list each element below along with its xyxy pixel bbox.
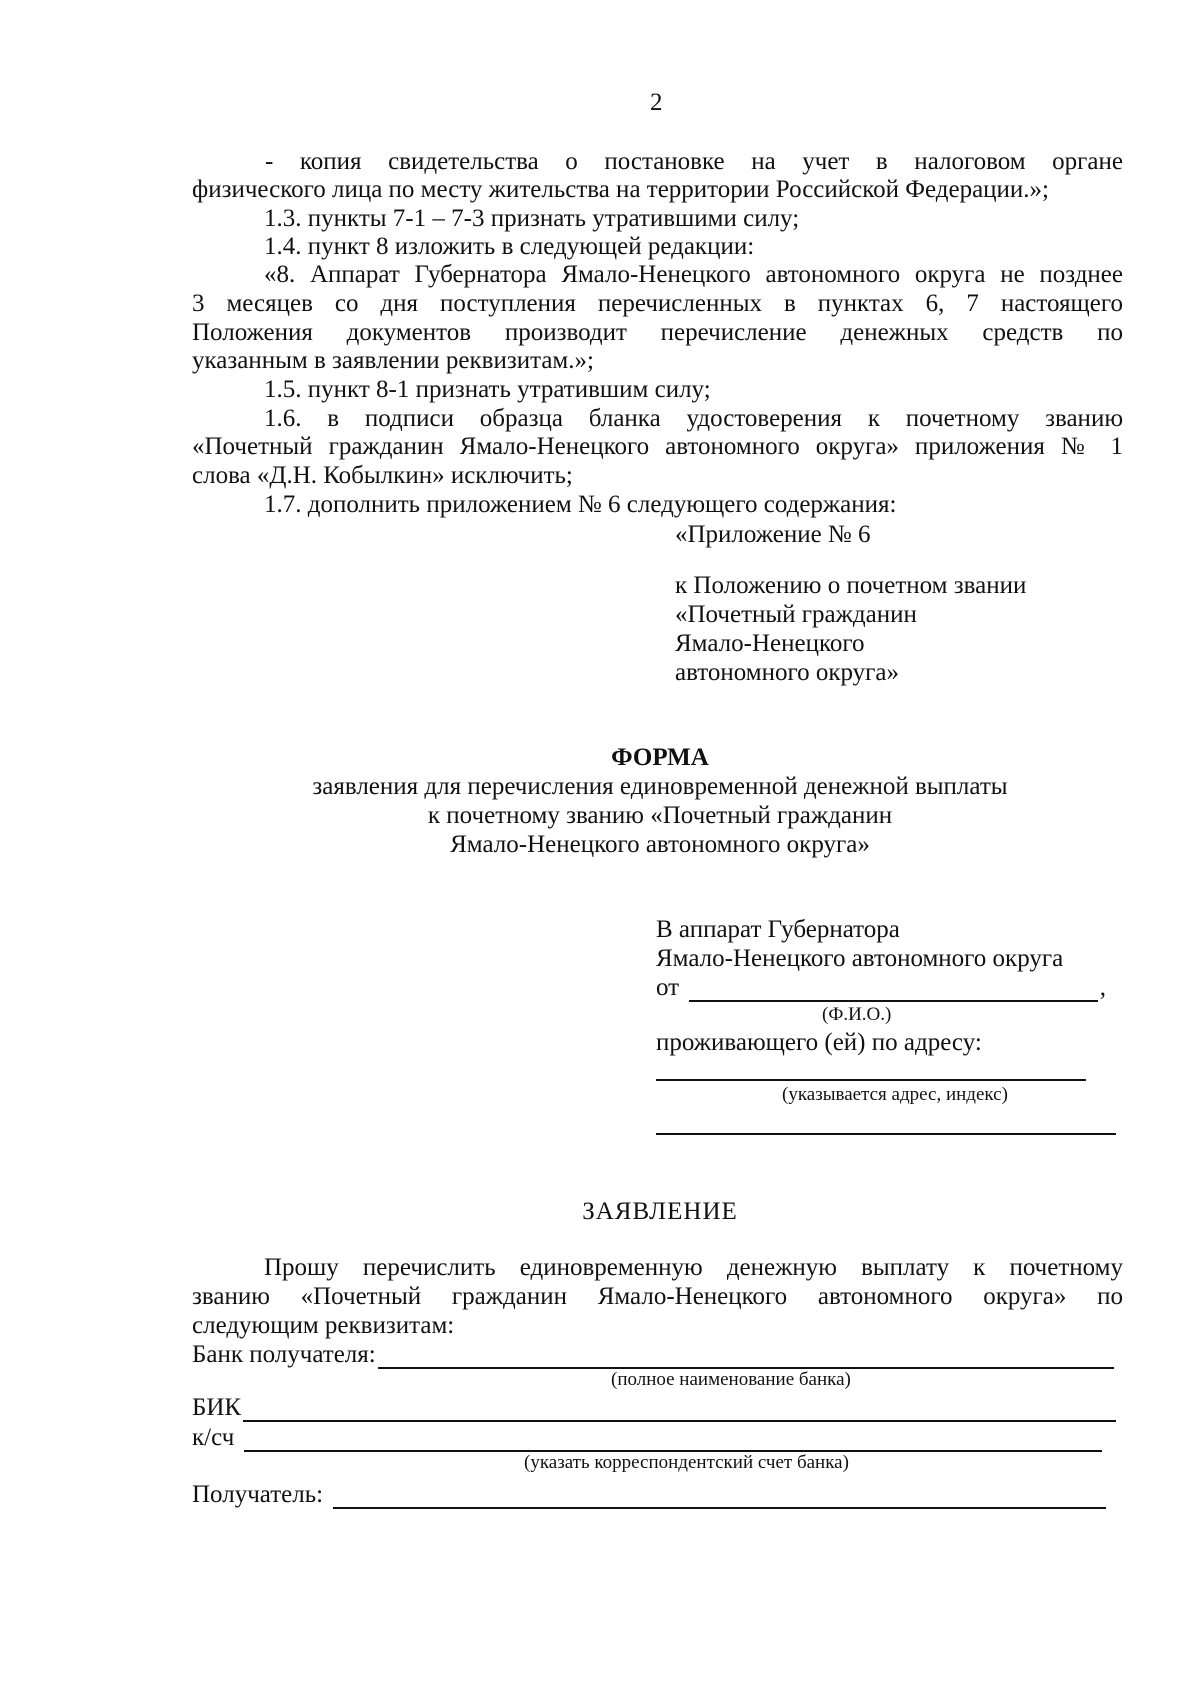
appendix-ref-line-4: автономного округа» <box>675 659 900 686</box>
ks-field[interactable] <box>192 1423 1102 1452</box>
amendment-point-8-line-2: 3 месяцев со дня поступления перечисленных в пунктах 6, 7 настоящего <box>192 290 1123 317</box>
address-blank-line-2[interactable] <box>656 1133 1116 1135</box>
appendix-ref-line-1: к Положению о почетном звании <box>675 572 1027 599</box>
bik-label: БИК <box>192 1394 242 1421</box>
ks-blank[interactable] <box>244 1428 1102 1452</box>
residence-label: проживающего (ей) по адресу: <box>656 1029 982 1056</box>
fio-hint: (Ф.И.О.) <box>822 1004 892 1025</box>
appendix-number: «Приложение № 6 <box>675 521 871 548</box>
recipient-label: Получатель: <box>192 1481 324 1508</box>
bank-field[interactable] <box>192 1340 1114 1369</box>
bank-label: Банк получателя: <box>192 1341 376 1368</box>
recipient-field[interactable] <box>192 1480 1106 1509</box>
bik-field[interactable] <box>192 1393 1116 1422</box>
address-blank-line-1[interactable] <box>656 1079 1086 1081</box>
statement-heading: ЗАЯВЛЕНИЕ <box>582 1198 738 1225</box>
ks-hint: (указать корреспондентский счет банка) <box>524 1452 849 1473</box>
addressee-line-1: В аппарат Губернатора <box>656 916 900 943</box>
amendment-copy-line-2: физического лица по месту жительства на территории Российской Федерации.»; <box>192 176 1050 203</box>
amendment-1-6-line-1: 1.6. в подписи образца бланка удостоверения к почетному званию <box>264 405 1123 432</box>
statement-body-line-2: званию «Почетный гражданин Ямало-Ненецкого автономного округа» по <box>192 1283 1123 1310</box>
amendment-1-6-line-2: «Почетный гражданин Ямало-Ненецкого автономного округа» приложения № 1 <box>192 433 1123 460</box>
amendment-1-5: 1.5. пункт 8-1 признать утратившим силу; <box>264 376 711 403</box>
amendment-point-8-line-3: Положения документов производит перечисление денежных средств по <box>192 319 1123 346</box>
appendix-ref-line-3: Ямало-Ненецкого <box>675 630 865 657</box>
address-hint: (указывается адрес, индекс) <box>782 1084 1008 1105</box>
bank-blank[interactable] <box>378 1345 1114 1369</box>
from-blank[interactable] <box>689 978 1098 1002</box>
form-title-line-2: к почетному званию «Почетный гражданин <box>427 802 893 829</box>
recipient-blank[interactable] <box>333 1485 1106 1509</box>
bank-hint: (полное наименование банка) <box>611 1369 851 1390</box>
from-label: от <box>656 974 680 1001</box>
amendment-copy-line-1: - копия свидетельства о постановке на учет в налоговом органе <box>265 148 1123 175</box>
form-title-line-3: Ямало-Ненецкого автономного округа» <box>450 831 870 858</box>
amendment-1-7: 1.7. дополнить приложением № 6 следующего содержания: <box>264 491 897 518</box>
addressee-line-2: Ямало-Ненецкого автономного округа <box>656 945 1064 972</box>
from-field[interactable] <box>656 973 1106 1002</box>
amendment-point-8-line-4: указанным в заявлении реквизитам.»; <box>192 347 594 374</box>
statement-body-line-3: следующим реквизитам: <box>192 1312 455 1339</box>
from-tail: , <box>1099 974 1106 1001</box>
amendment-point-8-line-1: «8. Аппарат Губернатора Ямало-Ненецкого автономного округа не позднее <box>264 261 1123 288</box>
amendment-1-3: 1.3. пункты 7-1 – 7-3 признать утратившими силу; <box>264 205 800 232</box>
page-number: 2 <box>650 89 663 116</box>
amendment-1-4: 1.4. пункт 8 изложить в следующей редакции: <box>264 233 755 260</box>
form-title-line-1: заявления для перечисления единовременной денежной выплаты <box>312 773 1008 800</box>
bik-blank[interactable] <box>243 1398 1116 1422</box>
amendment-1-6-line-3: слова «Д.Н. Кобылкин» исключить; <box>192 462 573 489</box>
statement-body-line-1: Прошу перечислить единовременную денежную выплату к почетному <box>264 1254 1123 1281</box>
form-heading: ФОРМА <box>611 744 709 771</box>
appendix-ref-line-2: «Почетный гражданин <box>675 601 917 628</box>
ks-label: к/сч <box>192 1424 235 1451</box>
